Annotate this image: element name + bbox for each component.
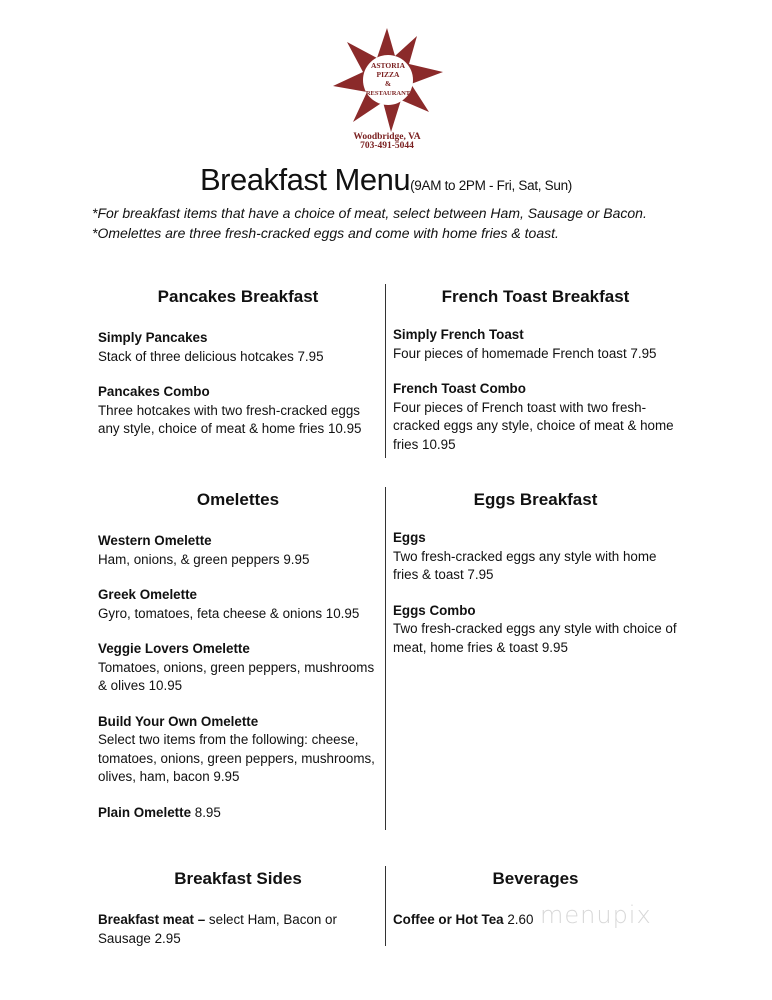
- menu-item: [98, 713, 378, 787]
- logo-phone: 703-491-5044: [360, 141, 414, 151]
- column-divider: [385, 487, 386, 830]
- item-desc: Four pieces of French toast with two fresh-cracked eggs any style, choice of meat & home fries 10.95: [393, 399, 674, 452]
- item-name: Build Your Own Omelette: [98, 713, 259, 729]
- page-title: [0, 162, 772, 198]
- item-name: Simply Pancakes: [98, 330, 208, 345]
- menu-item: [393, 380, 678, 454]
- section-omelettes: [98, 489, 378, 822]
- item-desc: 2.60: [507, 912, 534, 927]
- section-title: Eggs Breakfast: [473, 490, 598, 509]
- column-divider: [385, 866, 386, 946]
- section-title: French Toast Breakfast: [441, 287, 630, 306]
- item-desc: Stack of three delicious hotcakes 7.95: [98, 348, 324, 364]
- item-desc: Two fresh-cracked eggs any style with home fries & toast 7.95: [393, 548, 657, 582]
- item-name: Plain Omelette: [98, 804, 192, 820]
- column-divider: [385, 284, 386, 458]
- svg-text:RESTAURANT: RESTAURANT: [365, 90, 411, 97]
- item-name: Eggs Combo: [393, 602, 476, 618]
- item-desc: Select two items from the following: cheese, tomatoes, onions, green peppers, mushrooms, olives, ham, bacon 9.95: [98, 732, 375, 784]
- svg-text:ASTORIA: ASTORIA: [370, 61, 406, 70]
- note-meat-choice: *For breakfast items that have a choice of meat, select between Ham, Sausage or Bacon.: [92, 205, 647, 221]
- star-logo-icon: [329, 26, 445, 134]
- item-desc: Ham, onions, & green peppers 9.95: [98, 551, 310, 567]
- item-name: Simply French Toast: [393, 327, 524, 342]
- watermark: menupix: [540, 901, 652, 929]
- restaurant-logo: [326, 26, 448, 154]
- section-title: Pancakes Breakfast: [157, 287, 319, 306]
- menu-item: [393, 602, 678, 658]
- section-title: Beverages: [492, 869, 579, 888]
- menu-item: [98, 586, 378, 623]
- menu-notes: [92, 203, 647, 243]
- menu-item: [393, 529, 678, 585]
- menu-item: [98, 911, 378, 948]
- item-name: Coffee or Hot Tea: [393, 912, 504, 927]
- section-french-toast: [393, 286, 678, 454]
- section-pancakes: [98, 286, 378, 439]
- menu-title: Breakfast Menu: [199, 162, 411, 197]
- section-sides: [98, 868, 378, 948]
- note-omelettes: *Omelettes are three fresh-cracked eggs and come with home fries & toast.: [92, 225, 559, 241]
- item-name: Breakfast meat –: [98, 912, 206, 927]
- item-desc: Tomatoes, onions, green peppers, mushrooms & olives 10.95: [98, 659, 375, 693]
- menu-item: [98, 329, 378, 366]
- menu-item: [98, 804, 378, 823]
- item-desc: select Ham, Bacon or Sausage 2.95: [98, 912, 337, 946]
- svg-text:PIZZA: PIZZA: [376, 70, 400, 79]
- item-name: Greek Omelette: [98, 587, 197, 602]
- item-name: Veggie Lovers Omelette: [98, 641, 250, 656]
- menu-item: [98, 532, 378, 569]
- logo-location: Woodbridge, VA: [353, 132, 421, 142]
- item-desc: Three hotcakes with two fresh-cracked eggs any style, choice of meat & home fries 10.95: [98, 402, 362, 436]
- svg-text:&: &: [384, 79, 392, 88]
- menu-item: [98, 383, 378, 439]
- item-desc: Two fresh-cracked eggs any style with choice of meat, home fries & toast 9.95: [393, 621, 677, 655]
- item-name: French Toast Combo: [393, 381, 526, 396]
- item-name: Western Omelette: [98, 533, 212, 548]
- item-desc: 8.95: [194, 804, 221, 820]
- menu-hours: (9AM to 2PM - Fri, Sat, Sun): [410, 178, 572, 193]
- section-title: Breakfast Sides: [174, 869, 302, 888]
- menu-item: [393, 326, 678, 363]
- menu-item: [98, 640, 378, 696]
- item-name: Pancakes Combo: [98, 384, 210, 399]
- item-name: Eggs: [393, 530, 426, 545]
- section-eggs: [393, 489, 678, 657]
- item-desc: Four pieces of homemade French toast 7.95: [393, 345, 657, 361]
- section-title: Omelettes: [196, 490, 280, 509]
- item-desc: Gyro, tomatoes, feta cheese & onions 10.95: [98, 605, 360, 621]
